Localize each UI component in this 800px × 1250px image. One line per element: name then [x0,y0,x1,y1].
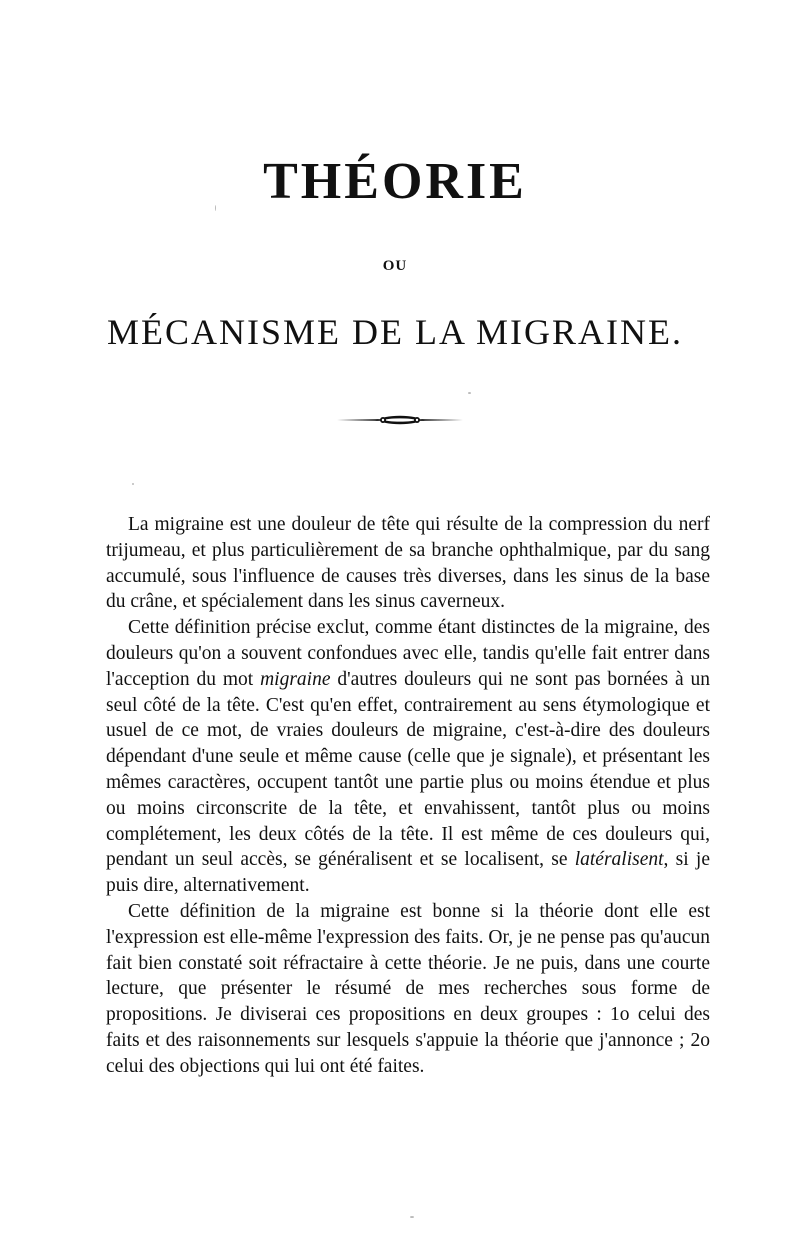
paper-speck [215,205,216,211]
paragraph-scope-text-1: Cette définition précise exclut, comme étant distinctes de la migraine, des douleurs qu'on a souvent confondues avec elle, tandis qu'elle fait entrer dans l'acception du mot [106,617,710,690]
paper-speck [132,483,134,485]
paragraph-method: Cette définition de la migraine est bonne si la théorie dont elle est l'expression est elle-même l'expression des faits. Or, je ne pense pas qu'aucun fait bien constaté soit réfractaire à cette théorie. Je ne puis, dans une courte lecture, que présenter le résumé de mes recherches sous forme de propositions. Je diviserai ces propositions en deux groupes : 1o celui des faits et des raisonnements sur lesquels s'appuie la théorie que j'annonce ; 2o celui des objections qui lui ont été faites. [106,900,710,1077]
page-subtitle: MÉCANISME DE LA MIGRAINE. [107,312,683,352]
italic-term-migraine: migraine [260,668,331,690]
paper-speck [468,392,471,394]
title-conjunction: OU [382,258,408,274]
paragraph-definition: La migraine est une douleur de tête qui résulte de la compression du nerf trijumeau, et plus particulièrement de sa branche ophthalmique, par du sang accumulé, sous l'influence de causes très diverses, dans les sinus de la base du crâne, et spécialement dans les sinus caverneux. [106,514,710,613]
paper-speck [410,1216,414,1218]
body-text [106,512,710,1080]
paragraph-scope-text-2: d'autres douleurs qui ne sont pas bornées à un seul côté de la tête. C'est qu'en effet, contrairement au sens étymologique et usuel de ce mot, de vraies douleurs de migraine, c'est-à-dire des douleurs dépendant d'une seule et même cause (celle que je signale), et présentant les mêmes caractères, occupent tantôt une partie plus ou moins étendue et plus ou moins circonscrite de la tête, et envahissent, tantôt plus ou moins complétement, les deux côtés de la tête. Il est même de ces douleurs qui, pendant un seul accès, se généralisent et se localisent, se [106,668,710,871]
italic-term-lateralisent: latéralisent [574,849,664,871]
paragraph-scope [106,615,710,899]
page-title: THÉORIE [263,153,527,210]
paragraph-scope-text-3: , si je puis dire, alternativement. [106,849,710,897]
decorative-rule-ornament-icon [335,410,465,430]
